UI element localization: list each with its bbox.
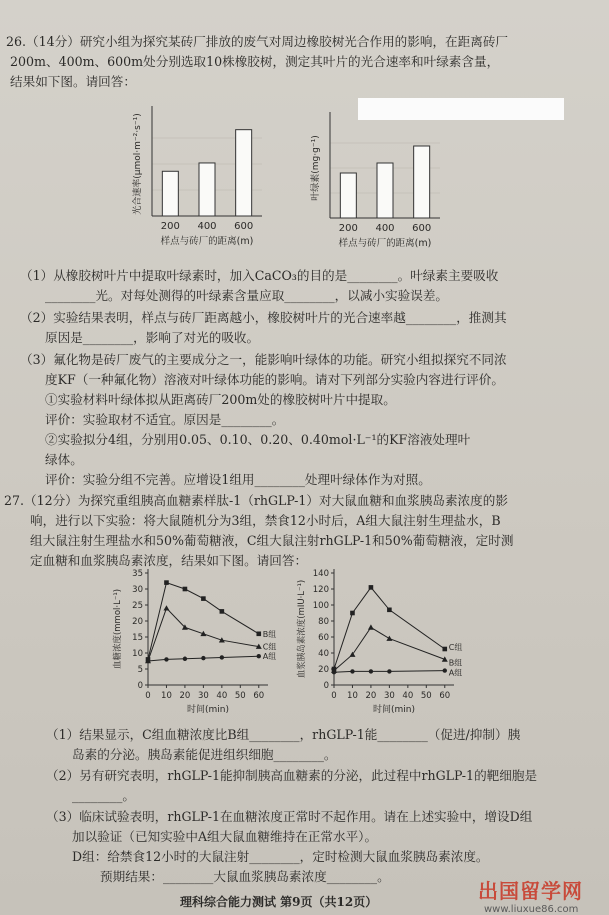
q26-part3-eval2: 评价：实验分组不完善。应增设1组用________处理叶绿体作为对照。: [45, 472, 431, 487]
y-tick-label: 5: [137, 665, 143, 675]
x-tick-label: 50: [234, 691, 246, 701]
q27-part2-line1: （2）另有研究表明，rhGLP-1能抑制胰高血糖素的分泌，此过程中rhGLP-1的靶细胞是: [46, 768, 538, 783]
data-point: [350, 611, 355, 616]
y-tick-label: 80: [318, 617, 329, 627]
data-point: [369, 669, 373, 673]
q26-part2-line2: 原因是________，影响了对光的吸收。: [45, 330, 260, 345]
legend-label: C组: [262, 642, 277, 652]
data-point: [386, 636, 392, 641]
x-tick-label: 60: [253, 691, 265, 701]
x-tick-label: 30: [197, 691, 209, 701]
x-tick-label: 600: [234, 221, 254, 232]
q26-part3-line1: （3）氟化物是砖厂废气的主要成分之一，能影响叶绿体的功能。研究小组拟探究不同浓: [20, 352, 507, 367]
q27-stem-line4: 定血糖和血浆胰岛素浓度，结果如下图。请回答：: [30, 553, 308, 568]
bar: [340, 173, 356, 218]
y-axis-label: 光合速率(μmol·m⁻²·s⁻¹): [133, 113, 143, 215]
x-tick-label: 0: [145, 691, 151, 701]
q26-part3-item2-cont: 绿体。: [45, 452, 83, 467]
x-axis-label: 样点与砖厂的距离(m): [338, 238, 432, 249]
data-point: [387, 608, 392, 613]
bar: [236, 130, 252, 216]
data-point: [256, 632, 261, 637]
x-tick-label: 40: [402, 691, 414, 701]
y-tick-label: 20: [132, 617, 143, 627]
y-tick-label: 0: [323, 681, 329, 691]
y-axis-label: 叶绿素(mg·g⁻¹): [311, 135, 321, 201]
x-tick-label: 20: [365, 691, 377, 701]
series-line: [334, 627, 445, 670]
data-point: [442, 647, 447, 652]
insulin-line-chart: [292, 565, 492, 720]
q26-part1-line1: （1）从橡胶树叶片中提取叶绿素时，加入CaCO₃的目的是________。叶绿素主要吸收: [20, 268, 499, 283]
q26-part1-line2: ________光。对每处测得的叶绿素含量应取________，以减小实验误差。: [45, 288, 448, 303]
y-tick-label: 10: [132, 649, 143, 659]
q26-part3-item1: ①实验材料叶绿体拟从距离砖厂200m处的橡胶树叶片中提取。: [45, 392, 396, 407]
x-tick-label: 200: [160, 221, 180, 232]
data-point: [369, 585, 374, 590]
legend-label: B组: [262, 629, 277, 639]
x-tick-label: 60: [439, 691, 451, 701]
y-tick-label: 60: [318, 633, 329, 643]
data-point: [183, 657, 187, 661]
chlorophyll-bar-chart: [306, 110, 476, 260]
data-point: [183, 587, 188, 592]
q27-part1-line1: （1）结果显示，C组血糖浓度比B组________，rhGLP-1能________（促进/抑制）胰: [46, 727, 521, 742]
q26-part2-line1: （2）实验结果表明，样点与砖厂距离越小，橡胶树叶片的光合速率越________，推测其: [20, 310, 507, 325]
blood-glucose-line-chart: [108, 565, 308, 720]
watermark-url: www.liuxue86.com: [484, 904, 579, 915]
data-point: [164, 580, 169, 585]
data-point: [220, 655, 224, 659]
data-point: [387, 669, 391, 673]
bar: [377, 163, 393, 218]
bar: [199, 163, 215, 216]
q26-part3-item2: ②实验拟分4组，分别用0.05、0.10、0.20、0.40mol·L⁻¹的KF溶液处理叶: [45, 432, 471, 447]
y-tick-label: 20: [318, 665, 329, 675]
q26-stem-line1: 26.（14分）研究小组为探究某砖厂排放的废气对周边橡胶树光合作用的影响，在距离砖厂: [6, 34, 509, 49]
y-tick-label: 100: [312, 601, 329, 611]
legend-label: A组: [448, 668, 463, 678]
y-tick-label: 15: [132, 633, 143, 643]
x-axis-label: 时间(min): [373, 705, 415, 715]
q26-stem-line3: 结果如下图。请回答：: [10, 74, 136, 89]
x-tick-label: 30: [383, 691, 395, 701]
x-tick-label: 400: [375, 223, 395, 234]
x-axis-label: 时间(min): [187, 705, 229, 715]
q27-part3-groupD: D组：给禁食12小时的大鼠注射________，定时检测大鼠血浆胰岛素浓度。: [72, 849, 489, 864]
data-point: [332, 670, 336, 674]
site-watermark: [478, 875, 583, 915]
data-point: [368, 624, 374, 629]
q27-stem-line3: 组大鼠注射生理盐水和50%葡萄糖液，C组大鼠注射rhGLP-1和50%葡萄糖液，定时测: [30, 533, 514, 548]
q26-stem-line2: 200m、400m、600m处分别选取10株橡胶树，测定其叶片的光合速率和叶绿素含量，: [10, 54, 500, 69]
legend-label: C组: [448, 643, 463, 652]
y-tick-label: 140: [312, 569, 329, 579]
x-axis-label: 样点与砖厂的距离(m): [160, 236, 254, 247]
x-tick-label: 400: [197, 221, 217, 232]
series-line: [148, 583, 259, 660]
y-tick-label: 30: [132, 585, 143, 595]
y-tick-label: 35: [132, 569, 143, 579]
q27-stem-line2: 响，进行以下实验：将大鼠随机分为3组，禁食12小时后，A组大鼠注射生理盐水，B: [30, 513, 501, 528]
data-point: [443, 668, 447, 672]
bar: [414, 146, 430, 218]
x-tick-label: 0: [331, 691, 337, 701]
y-tick-label: 40: [318, 649, 329, 659]
data-point: [201, 656, 205, 660]
watermark-site-name: 出国留学网: [478, 879, 583, 903]
q27-part1-line2: 岛素的分泌。胰岛素能促进组织细胞________。: [72, 747, 337, 762]
y-axis-label: 血糖浓度(mmol·L⁻¹): [113, 588, 123, 670]
data-point: [201, 596, 206, 601]
y-axis-label: 血浆胰岛素浓度(mIU·L⁻¹): [297, 579, 307, 679]
x-tick-label: 200: [338, 223, 358, 234]
photosynthesis-bar-chart: [130, 100, 300, 260]
x-tick-label: 20: [179, 691, 191, 701]
q27-part2-line2: ________。: [72, 788, 135, 803]
y-tick-label: 25: [132, 601, 143, 611]
q27-part3-line1: （3）临床试验表明，rhGLP-1在血糖浓度正常时不起作用。请在上述实验中，增设D组: [46, 809, 533, 824]
data-point: [350, 669, 354, 673]
data-point: [257, 654, 261, 658]
q27-part3-expected: 预期结果：________大鼠血浆胰岛素浓度________。: [100, 869, 390, 884]
data-point: [163, 605, 169, 610]
y-tick-label: 120: [312, 585, 329, 595]
legend-label: A组: [262, 652, 277, 662]
x-tick-label: 10: [347, 691, 358, 701]
data-point: [146, 659, 150, 663]
x-tick-label: 40: [216, 691, 228, 701]
page-footer: 理科综合能力测试 第9页（共12页）: [180, 895, 378, 909]
data-point: [164, 657, 168, 661]
x-tick-label: 600: [412, 223, 432, 234]
legend-label: B组: [448, 658, 463, 668]
q26-part3-eval1: 评价：实验取材不适宜。原因是________。: [45, 412, 285, 427]
data-point: [220, 609, 225, 614]
x-tick-label: 50: [420, 691, 432, 701]
y-tick-label: 0: [137, 681, 143, 691]
q27-stem-line1: 27.（12分）为探究重组胰高血糖素样肽-1（rhGLP-1）对大鼠血糖和血浆胰岛素浓度的影: [4, 493, 508, 508]
x-tick-label: 10: [161, 691, 172, 701]
bar: [162, 171, 178, 216]
q27-part3-line2: 加以验证（已知实验中A组大鼠血糖维持在正常水平）。: [72, 829, 378, 844]
q26-part3-line2: 度KF（一种氟化物）溶液对叶绿体功能的影响。请对下列部分实验内容进行评价。: [45, 372, 504, 387]
